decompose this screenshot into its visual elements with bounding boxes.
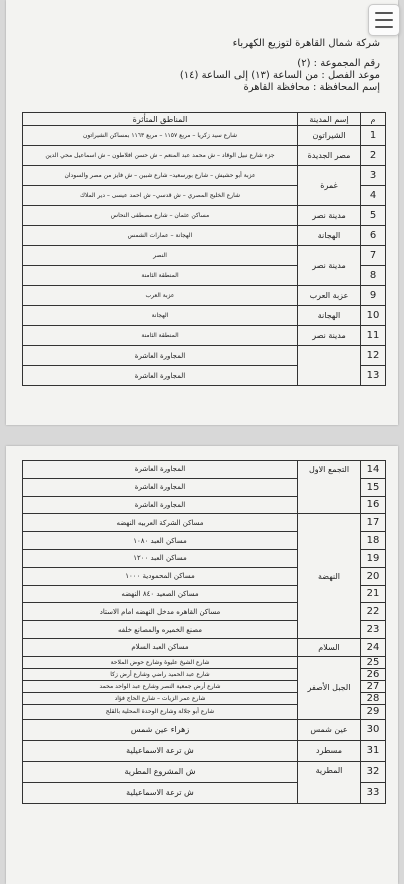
table-row — [23, 146, 386, 166]
table-row — [23, 638, 386, 656]
row-num: 6 — [361, 226, 386, 246]
row-city: الهجانة — [298, 226, 361, 246]
row-area: مساكن القاهره مدخل النهضه امام الاستاد — [23, 603, 298, 621]
table-row — [23, 719, 386, 740]
row-num: 10 — [361, 306, 386, 326]
row-num: 8 — [361, 266, 386, 286]
row-num: 21 — [361, 585, 386, 603]
hamburger-icon — [375, 12, 393, 14]
row-area: المجاورة العاشرة — [23, 346, 298, 366]
row-area: المجاورة العاشرة — [23, 478, 298, 496]
row-area: شارع عمر الزيات – شارع الحاج فؤاد — [23, 692, 298, 704]
document-page-2 — [6, 446, 398, 884]
row-num: 30 — [361, 719, 386, 740]
row-num: 13 — [361, 366, 386, 386]
row-area: عزبة أبو حشيش – شارع بورسعيد– شارع شبين – ش فايز من مصر والسودان — [23, 166, 298, 186]
row-city — [298, 346, 361, 386]
header-areas: المناطق المتأثرة — [23, 113, 298, 126]
row-area: شارع الخليج المصري – ش قدسي– ش احمد عيسى – دير الملاك — [23, 186, 298, 206]
row-area: مساكن عثمان – شارع مصطفى النحاس — [23, 206, 298, 226]
table-header-row — [23, 113, 386, 126]
row-num: 32 — [361, 761, 386, 782]
row-num: 14 — [361, 461, 386, 479]
table-row — [23, 286, 386, 306]
row-area: ش ترعة الاسماعيلية — [23, 740, 298, 761]
row-area: مساكن العبد السلام — [23, 638, 298, 656]
row-num: 12 — [361, 346, 386, 366]
table-row — [23, 346, 386, 366]
row-city: عين شمس — [298, 719, 361, 740]
row-num: 33 — [361, 782, 386, 803]
row-area: المجاورة العاشرة — [23, 461, 298, 479]
row-city: مدينة نصر — [298, 246, 361, 286]
table-row — [23, 461, 386, 479]
row-num: 16 — [361, 496, 386, 514]
row-num: 20 — [361, 567, 386, 585]
row-area: الهجانة – عمارات الشمس — [23, 226, 298, 246]
table-row — [23, 656, 386, 668]
table-row — [23, 761, 386, 782]
row-area: شارع أبو جلالة وشارع الوحدة المحلية بالقلج — [23, 704, 298, 719]
row-area: شارع الشيخ عليوة وشارع حوض الملاحة — [23, 656, 298, 668]
row-city: التجمع الاول — [298, 461, 361, 514]
row-area: المنطقة الثامنة — [23, 326, 298, 346]
row-num: 5 — [361, 206, 386, 226]
row-num: 22 — [361, 603, 386, 621]
row-city: مسطرد — [298, 740, 361, 761]
row-num: 24 — [361, 638, 386, 656]
row-num: 9 — [361, 286, 386, 306]
row-num: 28 — [361, 692, 386, 704]
table-row — [23, 206, 386, 226]
row-num: 17 — [361, 514, 386, 532]
row-area: شارع سيد زكريا – مربع ١١٥٧ – مربع ١١٦٣ بمساكن الشيراتون — [23, 126, 298, 146]
governorate-name: إسم المحافظة : محافظة القاهرة — [243, 82, 380, 93]
row-num: 26 — [361, 668, 386, 680]
row-num: 23 — [361, 621, 386, 639]
document-header — [180, 38, 380, 94]
row-num: 3 — [361, 166, 386, 186]
row-num: 29 — [361, 704, 386, 719]
table-row — [23, 514, 386, 532]
row-num: 27 — [361, 680, 386, 692]
table-row — [23, 226, 386, 246]
row-city: مدينة نصر — [298, 206, 361, 226]
row-area: الهجانة — [23, 306, 298, 326]
row-city: عزبة العرب — [298, 286, 361, 306]
row-num: 7 — [361, 246, 386, 266]
row-area: النصر — [23, 246, 298, 266]
row-city: مصر الجديدة — [298, 146, 361, 166]
group-number: رقم المجموعة : (٢) — [297, 58, 380, 69]
row-area: المجاورة العاشرة — [23, 496, 298, 514]
document-page-1 — [6, 0, 398, 425]
row-num: 31 — [361, 740, 386, 761]
row-num: 1 — [361, 126, 386, 146]
row-num: 18 — [361, 532, 386, 550]
row-area: شارع عبد الحميد راضي وشارع أرض زكا — [23, 668, 298, 680]
row-num: 2 — [361, 146, 386, 166]
row-num: 11 — [361, 326, 386, 346]
row-city: غمرة — [298, 166, 361, 206]
row-area: مساكن الصعيد ٨٤٠ النهضه — [23, 585, 298, 603]
row-area: مساكن الشركة العربيه النهضه — [23, 514, 298, 532]
row-num: 15 — [361, 478, 386, 496]
row-area: مساكن العبد ١٠٨٠ — [23, 532, 298, 550]
row-area: زهراء عين شمس — [23, 719, 298, 740]
schedule-table-1 — [22, 112, 386, 386]
row-area: مساكن العبد ١٢٠٠ — [23, 549, 298, 567]
row-area: ش المشروع المطرية — [23, 761, 298, 782]
hamburger-icon-bar — [375, 26, 393, 28]
row-area: جزء شارع نبيل الوقاد – ش محمد عبد المنعم – ش حسن افلاطون – ش اسماعيل محي الدين — [23, 146, 298, 166]
table-row — [23, 126, 386, 146]
table-row — [23, 306, 386, 326]
row-area: عزبة العرب — [23, 286, 298, 306]
row-num: 19 — [361, 549, 386, 567]
row-city: الجبل الأصفر — [298, 656, 361, 719]
hamburger-icon-bar — [375, 19, 393, 21]
row-area: المنطقة الثامنة — [23, 266, 298, 286]
row-city: المطرية — [298, 761, 361, 803]
table-row — [23, 166, 386, 186]
header-num: م — [361, 113, 386, 126]
table-row — [23, 246, 386, 266]
row-num: 25 — [361, 656, 386, 668]
row-city: الشيراتون — [298, 126, 361, 146]
row-city: مدينة نصر — [298, 326, 361, 346]
row-city: الهجانة — [298, 306, 361, 326]
table-row — [23, 326, 386, 346]
table-row — [23, 740, 386, 761]
company-title: شركة شمال القاهرة لتوزيع الكهرباء — [232, 38, 380, 49]
row-num: 4 — [361, 186, 386, 206]
row-city: النهضة — [298, 514, 361, 639]
menu-button[interactable] — [368, 4, 400, 36]
row-city: السلام — [298, 638, 361, 656]
row-area: مساكن المحمودية ١٠٠٠ — [23, 567, 298, 585]
schedule-table-2 — [22, 460, 386, 804]
header-city: إسم المدينة — [298, 113, 361, 126]
row-area: شارع أرض جمعية النصر وشارع عبد الواحد محمد — [23, 680, 298, 692]
row-area: ش ترعة الاسماعيلية — [23, 782, 298, 803]
row-area: المجاورة العاشرة — [23, 366, 298, 386]
row-area: مصنع الخميره والمصانع خلفه — [23, 621, 298, 639]
cutoff-time: موعد الفصل : من الساعة (١٣) إلى الساعة (١٤) — [179, 70, 380, 81]
